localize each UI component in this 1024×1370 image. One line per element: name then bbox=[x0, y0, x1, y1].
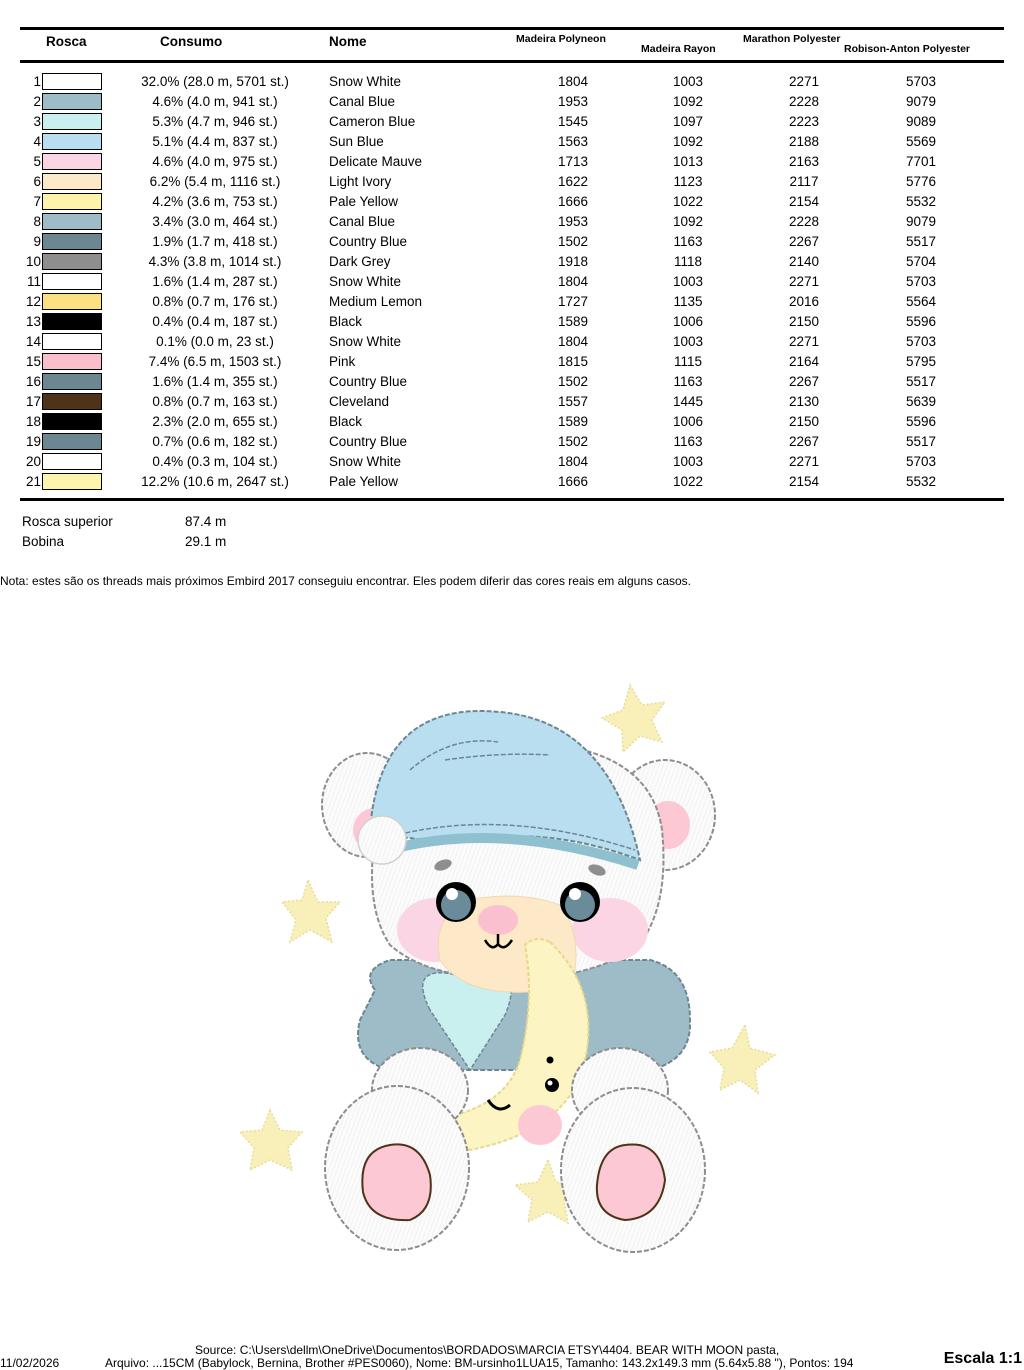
bobina-label: Bobina bbox=[22, 534, 65, 549]
marathon-polyester-code: 2150 bbox=[788, 414, 820, 429]
thread-name: Cleveland bbox=[329, 394, 390, 409]
marathon-polyester-code: 2188 bbox=[788, 134, 820, 149]
madeira-rayon-code: 1092 bbox=[672, 214, 704, 229]
marathon-polyester-code: 2154 bbox=[788, 194, 820, 209]
table-row bbox=[0, 412, 1024, 432]
madeira-polyneon-code: 1918 bbox=[557, 254, 589, 269]
robison-anton-code: 5703 bbox=[905, 274, 937, 289]
thread-name: Medium Lemon bbox=[329, 294, 423, 309]
thread-name: Canal Blue bbox=[329, 214, 396, 229]
table-row bbox=[0, 112, 1024, 132]
thread-index: 4 bbox=[33, 134, 41, 149]
madeira-rayon-code: 1097 bbox=[672, 114, 704, 129]
marathon-polyester-code: 2271 bbox=[788, 454, 820, 469]
thread-index: 13 bbox=[25, 314, 41, 329]
color-swatch bbox=[42, 213, 102, 230]
header-nome: Nome bbox=[329, 34, 367, 49]
madeira-polyneon-code: 1804 bbox=[557, 74, 589, 89]
table-header-rule bbox=[20, 60, 1004, 63]
color-swatch bbox=[42, 233, 102, 250]
consumption: 0.4% (0.3 m, 104 st.) bbox=[152, 454, 278, 469]
color-swatch bbox=[42, 413, 102, 430]
table-row bbox=[0, 172, 1024, 192]
consumption: 0.1% (0.0 m, 23 st.) bbox=[156, 334, 274, 349]
table-row bbox=[0, 232, 1024, 252]
robison-anton-code: 5569 bbox=[905, 134, 937, 149]
madeira-rayon-code: 1123 bbox=[673, 174, 703, 189]
robison-anton-code: 5703 bbox=[905, 74, 937, 89]
color-swatch bbox=[42, 473, 102, 490]
marathon-polyester-code: 2228 bbox=[788, 214, 820, 229]
thread-index: 6 bbox=[33, 174, 41, 189]
table-row bbox=[0, 292, 1024, 312]
consumption: 5.1% (4.4 m, 837 st.) bbox=[152, 134, 278, 149]
table-row bbox=[0, 192, 1024, 212]
marathon-polyester-code: 2117 bbox=[789, 174, 819, 189]
color-swatch bbox=[42, 113, 102, 130]
robison-anton-code: 5704 bbox=[905, 254, 937, 269]
madeira-polyneon-code: 1589 bbox=[557, 414, 589, 429]
color-swatch bbox=[42, 293, 102, 310]
consumption: 0.7% (0.6 m, 182 st.) bbox=[152, 434, 278, 449]
madeira-rayon-code: 1006 bbox=[672, 414, 704, 429]
madeira-rayon-code: 1163 bbox=[673, 434, 703, 449]
madeira-rayon-code: 1003 bbox=[672, 334, 704, 349]
source-path: Source: C:\Users\dellm\OneDrive\Documentos\BORDADOS\MARCIA ETSY\4404. BEAR WITH MOON pasta, bbox=[195, 1343, 780, 1357]
marathon-polyester-code: 2164 bbox=[788, 354, 820, 369]
thread-index: 18 bbox=[25, 414, 41, 429]
thread-note: Nota: estes são os threads mais próximos Embird 2017 conseguiu encontrar. Eles podem diferir das cores reais em alguns casos. bbox=[0, 574, 692, 588]
consumption: 1.6% (1.4 m, 355 st.) bbox=[152, 374, 278, 389]
madeira-polyneon-code: 1502 bbox=[557, 234, 589, 249]
thread-index: 1 bbox=[33, 74, 41, 89]
madeira-polyneon-code: 1953 bbox=[557, 94, 589, 109]
consumption: 5.3% (4.7 m, 946 st.) bbox=[152, 114, 278, 129]
table-row bbox=[0, 272, 1024, 292]
color-swatch bbox=[42, 433, 102, 450]
thread-name: Light Ivory bbox=[329, 174, 392, 189]
madeira-polyneon-code: 1727 bbox=[557, 294, 589, 309]
header-marathon-polyester: Marathon Polyester bbox=[743, 33, 841, 45]
table-row bbox=[0, 452, 1024, 472]
table-row bbox=[0, 312, 1024, 332]
thread-name: Snow White bbox=[329, 334, 402, 349]
table-row bbox=[0, 432, 1024, 452]
madeira-polyneon-code: 1804 bbox=[557, 274, 589, 289]
marathon-polyester-code: 2140 bbox=[788, 254, 820, 269]
madeira-polyneon-code: 1666 bbox=[557, 194, 589, 209]
madeira-rayon-code: 1092 bbox=[672, 94, 704, 109]
madeira-polyneon-code: 1804 bbox=[557, 334, 589, 349]
color-swatch bbox=[42, 393, 102, 410]
table-row bbox=[0, 392, 1024, 412]
madeira-polyneon-code: 1589 bbox=[557, 314, 589, 329]
header-robison-anton-polyester: Robison-Anton Polyester bbox=[844, 43, 971, 55]
thread-name: Cameron Blue bbox=[329, 114, 416, 129]
thread-name: Snow White bbox=[329, 274, 402, 289]
madeira-rayon-code: 1445 bbox=[672, 394, 704, 409]
robison-anton-code: 5517 bbox=[905, 374, 937, 389]
consumption: 0.4% (0.4 m, 187 st.) bbox=[152, 314, 278, 329]
table-row bbox=[0, 352, 1024, 372]
color-swatch bbox=[42, 93, 102, 110]
color-swatch bbox=[42, 273, 102, 290]
madeira-polyneon-code: 1804 bbox=[557, 454, 589, 469]
color-swatch bbox=[42, 173, 102, 190]
consumption: 0.8% (0.7 m, 163 st.) bbox=[152, 394, 278, 409]
thread-index: 8 bbox=[33, 214, 41, 229]
thread-index: 19 bbox=[25, 434, 41, 449]
thread-name: Snow White bbox=[329, 74, 402, 89]
robison-anton-code: 5517 bbox=[905, 234, 937, 249]
embroidery-design-preview bbox=[230, 680, 800, 1260]
table-row bbox=[0, 212, 1024, 232]
marathon-polyester-code: 2016 bbox=[788, 294, 820, 309]
robison-anton-code: 5532 bbox=[905, 474, 937, 489]
rosca-superior-label: Rosca superior bbox=[22, 514, 113, 529]
robison-anton-code: 5532 bbox=[905, 194, 937, 209]
madeira-polyneon-code: 1666 bbox=[557, 474, 589, 489]
robison-anton-code: 5795 bbox=[905, 354, 937, 369]
header-madeira-polyneon: Madeira Polyneon bbox=[516, 33, 606, 45]
consumption: 6.2% (5.4 m, 1116 st.) bbox=[149, 174, 281, 189]
color-swatch bbox=[42, 353, 102, 370]
thread-name: Sun Blue bbox=[329, 134, 384, 149]
madeira-polyneon-code: 1557 bbox=[557, 394, 589, 409]
header-rosca: Rosca bbox=[46, 34, 87, 49]
robison-anton-code: 9089 bbox=[905, 114, 937, 129]
table-row bbox=[0, 252, 1024, 272]
marathon-polyester-code: 2267 bbox=[788, 234, 820, 249]
thread-index: 7 bbox=[33, 194, 41, 209]
marathon-polyester-code: 2228 bbox=[788, 94, 820, 109]
madeira-rayon-code: 1163 bbox=[673, 374, 703, 389]
madeira-polyneon-code: 1545 bbox=[557, 114, 589, 129]
rosca-superior-value: 87.4 m bbox=[185, 514, 227, 529]
marathon-polyester-code: 2223 bbox=[788, 114, 820, 129]
color-swatch bbox=[42, 333, 102, 350]
robison-anton-code: 7701 bbox=[905, 154, 937, 169]
consumption: 0.8% (0.7 m, 176 st.) bbox=[152, 294, 278, 309]
robison-anton-code: 5639 bbox=[905, 394, 937, 409]
marathon-polyester-code: 2154 bbox=[788, 474, 820, 489]
madeira-polyneon-code: 1953 bbox=[557, 214, 589, 229]
madeira-rayon-code: 1003 bbox=[672, 274, 704, 289]
madeira-polyneon-code: 1713 bbox=[557, 154, 589, 169]
consumption: 1.6% (1.4 m, 287 st.) bbox=[152, 274, 278, 289]
thread-name: Canal Blue bbox=[329, 94, 396, 109]
thread-index: 21 bbox=[25, 474, 41, 489]
marathon-polyester-code: 2271 bbox=[788, 74, 820, 89]
marathon-polyester-code: 2163 bbox=[788, 154, 820, 169]
consumption: 1.9% (1.7 m, 418 st.) bbox=[152, 234, 278, 249]
marathon-polyester-code: 2271 bbox=[788, 334, 820, 349]
color-swatch bbox=[42, 313, 102, 330]
consumption: 7.4% (6.5 m, 1503 st.) bbox=[148, 354, 282, 369]
consumption: 4.6% (4.0 m, 941 st.) bbox=[152, 94, 278, 109]
consumption: 3.4% (3.0 m, 464 st.) bbox=[152, 214, 278, 229]
table-row bbox=[0, 132, 1024, 152]
thread-name: Dark Grey bbox=[329, 254, 391, 269]
color-swatch bbox=[42, 153, 102, 170]
table-row bbox=[0, 152, 1024, 172]
table-bottom-rule bbox=[20, 498, 1004, 501]
thread-name: Black bbox=[329, 314, 363, 329]
madeira-polyneon-code: 1815 bbox=[557, 354, 589, 369]
robison-anton-code: 5703 bbox=[905, 334, 937, 349]
print-date: 11/02/2026 bbox=[0, 1356, 60, 1370]
marathon-polyester-code: 2267 bbox=[788, 434, 820, 449]
thread-index: 5 bbox=[33, 154, 41, 169]
header-consumo: Consumo bbox=[160, 34, 223, 49]
madeira-polyneon-code: 1563 bbox=[557, 134, 589, 149]
madeira-rayon-code: 1092 bbox=[672, 134, 704, 149]
robison-anton-code: 5564 bbox=[905, 294, 937, 309]
consumption: 12.2% (10.6 m, 2647 st.) bbox=[141, 474, 289, 489]
thread-index: 16 bbox=[25, 374, 41, 389]
thread-name: Black bbox=[329, 414, 363, 429]
thread-name: Pale Yellow bbox=[329, 194, 399, 209]
madeira-rayon-code: 1022 bbox=[672, 194, 704, 209]
table-top-rule bbox=[20, 27, 1004, 30]
thread-index: 14 bbox=[25, 334, 41, 349]
marathon-polyester-code: 2130 bbox=[788, 394, 820, 409]
color-swatch bbox=[42, 73, 102, 90]
scale-label: Escala 1:1 bbox=[943, 1350, 1022, 1367]
thread-name: Delicate Mauve bbox=[329, 154, 423, 169]
thread-index: 20 bbox=[25, 454, 41, 469]
madeira-rayon-code: 1163 bbox=[673, 234, 703, 249]
table-row bbox=[0, 92, 1024, 112]
color-swatch bbox=[42, 453, 102, 470]
marathon-polyester-code: 2150 bbox=[788, 314, 820, 329]
robison-anton-code: 9079 bbox=[905, 214, 937, 229]
thread-index: 2 bbox=[33, 94, 41, 109]
marathon-polyester-code: 2271 bbox=[788, 274, 820, 289]
madeira-polyneon-code: 1502 bbox=[557, 434, 589, 449]
robison-anton-code: 5596 bbox=[905, 414, 937, 429]
madeira-rayon-code: 1003 bbox=[672, 454, 704, 469]
color-swatch bbox=[42, 193, 102, 210]
thread-name: Pink bbox=[329, 354, 356, 369]
color-swatch bbox=[42, 133, 102, 150]
consumption: 32.0% (28.0 m, 5701 st.) bbox=[141, 74, 289, 89]
thread-index: 10 bbox=[25, 254, 41, 269]
thread-index: 17 bbox=[25, 394, 41, 409]
thread-name: Country Blue bbox=[329, 234, 408, 249]
color-swatch bbox=[42, 373, 102, 390]
file-info: Arquivo: ...15CM (Babylock, Bernina, Brother #PES0060), Nome: BM-ursinho1LUA15, Tamanho: 143.2x149.3 mm (5.64x5.88 "), Pontos: 194 bbox=[105, 1356, 854, 1370]
madeira-rayon-code: 1135 bbox=[673, 294, 703, 309]
thread-name: Snow White bbox=[329, 454, 402, 469]
robison-anton-code: 9079 bbox=[905, 94, 937, 109]
robison-anton-code: 5517 bbox=[905, 434, 937, 449]
thread-name: Country Blue bbox=[329, 374, 408, 389]
table-row bbox=[0, 332, 1024, 352]
madeira-rayon-code: 1022 bbox=[672, 474, 704, 489]
madeira-polyneon-code: 1622 bbox=[557, 174, 589, 189]
madeira-polyneon-code: 1502 bbox=[557, 374, 589, 389]
robison-anton-code: 5596 bbox=[905, 314, 937, 329]
madeira-rayon-code: 1118 bbox=[673, 254, 703, 269]
madeira-rayon-code: 1003 bbox=[672, 74, 704, 89]
table-row bbox=[0, 472, 1024, 492]
thread-index: 15 bbox=[25, 354, 41, 369]
robison-anton-code: 5776 bbox=[905, 174, 937, 189]
consumption: 2.3% (2.0 m, 655 st.) bbox=[152, 414, 278, 429]
thread-index: 3 bbox=[33, 114, 41, 129]
thread-index: 9 bbox=[33, 234, 41, 249]
madeira-rayon-code: 1013 bbox=[672, 154, 704, 169]
bobina-value: 29.1 m bbox=[185, 534, 227, 549]
thread-name: Country Blue bbox=[329, 434, 408, 449]
consumption: 4.6% (4.0 m, 975 st.) bbox=[152, 154, 278, 169]
table-row bbox=[0, 72, 1024, 92]
color-swatch bbox=[42, 253, 102, 270]
madeira-rayon-code: 1006 bbox=[672, 314, 704, 329]
thread-index: 12 bbox=[25, 294, 41, 309]
consumption: 4.2% (3.6 m, 753 st.) bbox=[152, 194, 278, 209]
table-row bbox=[0, 372, 1024, 392]
thread-name: Pale Yellow bbox=[329, 474, 399, 489]
madeira-rayon-code: 1115 bbox=[673, 354, 703, 369]
header-madeira-rayon: Madeira Rayon bbox=[641, 43, 716, 55]
thread-index: 11 bbox=[26, 274, 41, 289]
marathon-polyester-code: 2267 bbox=[788, 374, 820, 389]
consumption: 4.3% (3.8 m, 1014 st.) bbox=[148, 254, 282, 269]
robison-anton-code: 5703 bbox=[905, 454, 937, 469]
